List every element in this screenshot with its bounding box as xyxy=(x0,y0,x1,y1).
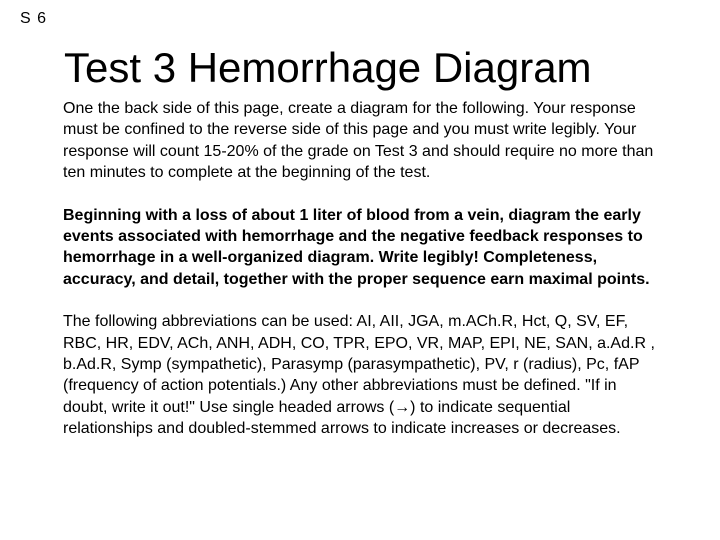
slide-body xyxy=(63,98,663,461)
abbreviations-paragraph: The following abbreviations can be used: AI, AII, JGA, m.ACh.R, Hct, Q, SV, EF, RBC, HR, EDV, ACh, ANH, ADH, CO, TPR, EPO, VR, MAP, EPI, NE, SAN, a.Ad.R , b.Ad.R, Symp (sympathetic), Parasymp (parasympathetic), PV, r (radius), Pc, fAP (frequency of action potentials.) Any other abbreviations must be defined. "If in doubt, write it out!" Use single headed arrows (→) to indicate sequential relationships and doubled-stemmed arrows to indicate increases or decreases. xyxy=(63,313,655,438)
slide-title: Test 3 Hemorrhage Diagram xyxy=(64,44,592,91)
instructions-paragraph: One the back side of this page, create a diagram for the following. Your response must be confined to the reverse side of this page and you must write legibly. Your response will count 15-20% of the grade on Test 3 and should require no more than ten minutes to complete at the beginning of the test. xyxy=(63,100,654,182)
task-paragraph: Beginning with a loss of about 1 liter of blood from a vein, diagram the early events associated with hemorrhage and the negative feedback responses to hemorrhage in a well-organized diagram. Write legibly! Completeness, accuracy, and detail, together with the proper sequence earn maximal points. xyxy=(63,206,650,288)
slide-number: S 6 xyxy=(20,10,48,27)
